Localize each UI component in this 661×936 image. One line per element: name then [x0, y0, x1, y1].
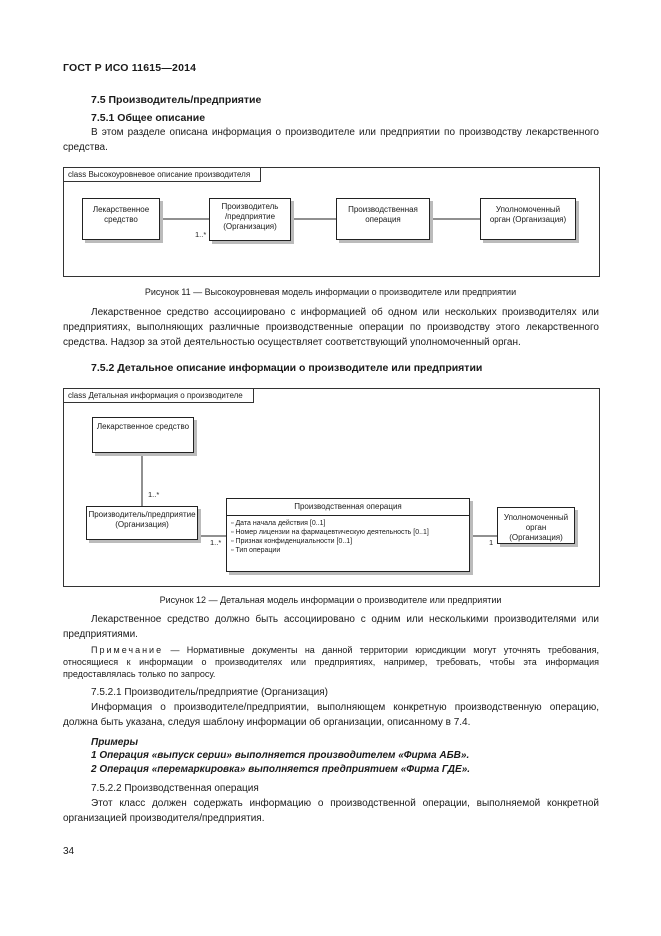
multiplicity-label-left: 1..*	[210, 538, 222, 547]
figure-12-diagram	[63, 388, 600, 587]
class-box-regulatory-authority: Уполномоченный орган (Организация)	[480, 198, 576, 240]
figure-11-caption: Рисунок 11 — Высокоуровневая модель информации о производителе или предприятии	[144, 287, 517, 297]
class-box-production-operation	[226, 498, 470, 572]
section-title-7-5-2-1: 7.5.2.1 Производитель/предприятие (Организация)	[91, 687, 328, 698]
class-box-production-operation: Производственная операция	[336, 198, 430, 240]
diagram-frame-tab: class Высокоуровневое описание производителя	[64, 168, 261, 182]
note-text: — Нормативные документы на данной территории юрисдикции могут уточнять требования, относящиеся к информации о производителях или предприятиях, например, требовать, чтобы эта информация предоставлялась только по запросу.	[63, 645, 599, 679]
paragraph-general-description: В этом разделе описана информация о производителе или предприятии по производству лекарственного средства.	[63, 127, 599, 153]
attribute-operation-type: ▫ Тип операции	[227, 546, 469, 555]
examples-title: Примеры	[91, 737, 139, 748]
class-box-regulatory-authority: Уполномоченный орган (Организация)	[497, 507, 575, 544]
class-box-title: Производственная операция	[227, 499, 469, 516]
section-title-7-5-2: 7.5.2 Детальное описание информации о производителе или предприятии	[91, 362, 483, 374]
paragraph-7-5-2-1: Информация о производителе/предприятии, выполняющем конкретную производственную операцию, должна быть указана, следуя шаблону информации об организации, описанному в 7.4.	[63, 702, 599, 728]
attribute-license-number: ▫ Номер лицензии на фармацевтическую деятельность [0..1]	[227, 528, 469, 537]
diagram-frame-tab: class Детальная информация о производителе	[64, 389, 254, 403]
paragraph-after-figure-11: Лекарственное средство ассоциировано с информацией об одном или нескольких производителях или предприятиях, выполняющих различные производственные операции по производству этого лекарственного средства. Надзор за этой деятельностью осуществляет соответствующий уполномоченный орган.	[63, 307, 599, 348]
section-title-7-5-2-2: 7.5.2.2 Производственная операция	[91, 783, 259, 794]
figure-12-caption: Рисунок 12 — Детальная модель информации о производителе или предприятии	[159, 595, 502, 605]
example-1: 1 Операция «выпуск серии» выполняется производителем «Фирма АБВ».	[91, 750, 470, 761]
document-header: ГОСТ Р ИСО 11615—2014	[63, 62, 197, 74]
class-box-medicinal-product: Лекарственное средство	[92, 417, 194, 453]
section-title-7-5-1: 7.5.1 Общее описание	[91, 112, 206, 124]
class-box-manufacturer: Производитель/предприятие (Организация)	[86, 506, 198, 540]
attribute-start-date: ▫ Дата начала действия [0..1]	[227, 519, 469, 528]
page-number: 34	[63, 846, 75, 857]
class-box-medicinal-product: Лекарственное средство	[82, 198, 160, 240]
paragraph-after-figure-12: Лекарственное средство должно быть ассоциировано с одним или несколькими производителями или предприятиями.	[63, 614, 599, 640]
multiplicity-label-right: 1	[489, 538, 494, 547]
multiplicity-label: 1..*	[195, 230, 207, 239]
figure-11-diagram	[63, 167, 600, 277]
class-box-manufacturer: Производитель /предприятие (Организация)	[209, 198, 291, 241]
note	[63, 644, 599, 680]
multiplicity-label-top: 1..*	[148, 490, 160, 499]
section-title-7-5: 7.5 Производитель/предприятие	[91, 94, 262, 106]
note-label: Примечание	[91, 645, 164, 655]
paragraph-7-5-2-2: Этот класс должен содержать информацию о производственной операции, выполняемой конкретной организацией производителя/предприятия.	[63, 798, 599, 824]
example-2: 2 Операция «перемаркировка» выполняется предприятием «Фирма ГДЕ».	[91, 764, 471, 775]
attribute-confidentiality: ▫ Признак конфиденциальности [0..1]	[227, 537, 469, 546]
